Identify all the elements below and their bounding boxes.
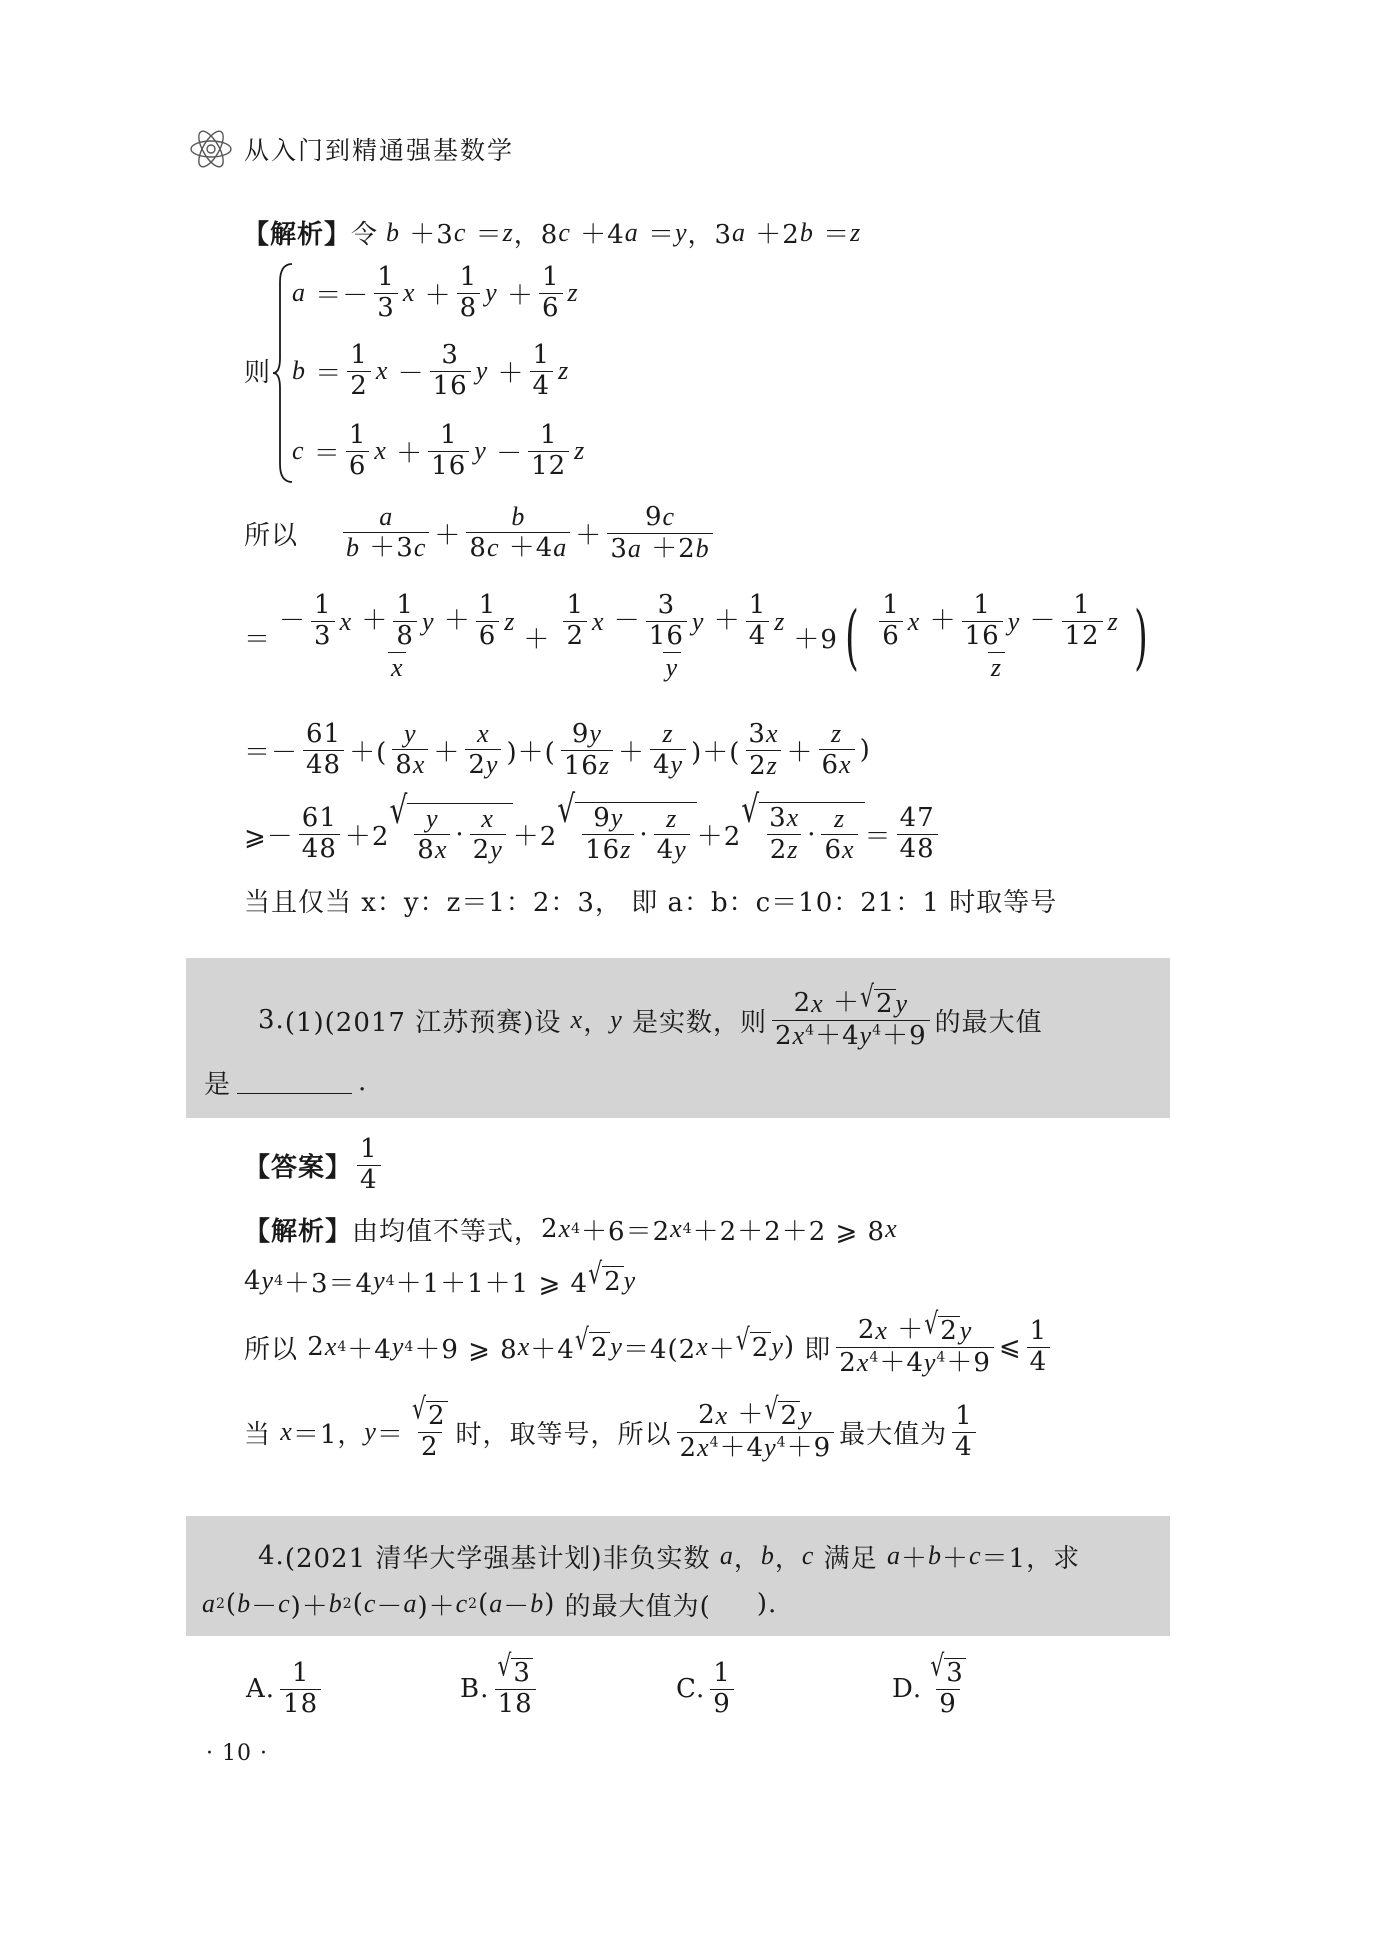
solution-3-line1: 【解析】 由均值不等式， 2 x 4 ＋6＝2 x 4 ＋2＋2＋2 ⩾ 8 x	[244, 1214, 898, 1247]
choice-b[interactable]: B. √ 3 18	[460, 1656, 541, 1722]
choice-d[interactable]: D. √ 3 9	[892, 1650, 964, 1719]
equality-condition: 当且仅当 x：y：z＝1：2：3， 即 a：b：c＝10：21：1 时取等号	[244, 887, 1058, 918]
problem-4-line2: a 2 ( b － c )＋ b 2 ( c － a )＋ c 2 ( a － b ) 的最大值为( ).	[202, 1589, 778, 1622]
analysis-label: 【解析】	[243, 220, 352, 250]
system-eq-b: b ＝ $\frac{1}{2}$ x － $\frac{3}{16}$ y ＋ $\frac{1}{4}$ z	[292, 339, 570, 401]
inequality-expression: ⩾－ $\frac{61}{48}$ ＋2 √ $\frac{y}{8x}$ · $\frac{x}{2y}$ ＋2 √ $\frac{9y}{16z}$ · $\frac{z}{4y}$ ＋2 √ $\frac{3x}{2z}$ · $\frac{z}{6x}$ ＝ $\frac{47}{48}$	[244, 798, 943, 870]
suoyi-expression: 所以 $\frac{a}{b +3c}$ ＋ $\frac{b}{8c +4a}$ ＋ $\frac{9c}{3a +2b}$	[244, 500, 718, 566]
answer-3: 【答案】 $\frac{1}{4}$	[244, 1134, 386, 1196]
choice-c[interactable]: C. $\frac{1}{9}$	[676, 1656, 739, 1722]
solution-3-line4: 当 x ＝1， y ＝ √ 2 2 时，取等号，所以 2 x ＋ √ 2 y $2x^4+4y^4+9$ 最大值为 $\frac{1}{4}$	[244, 1400, 981, 1464]
system-eq-a: a ＝－ $\frac{1}{3}$ x ＋ $\frac{1}{8}$ y ＋ $\frac{1}{6}$ z	[292, 261, 579, 323]
solution-3-line3: 所以 2 x 4 ＋4 y 4 ＋9 ⩾ 8 x ＋4 √ 2 y ＝4(2 x ＋ √ 2 y ) 即 2 x ＋ √ 2 y $2x^4+4y^4+9$ ⩽ $\frac{1}{4}$	[244, 1316, 1055, 1378]
problem-3-source: (1)(2017 江苏预赛)	[284, 1007, 535, 1038]
problem-3-line2: 是 .	[204, 1067, 368, 1100]
solution-3-line2: 4 y 4 ＋3＝4 y 4 ＋1＋1＋1 ⩾ 4 √ 2 y	[244, 1257, 637, 1299]
problem-4-source: (2021 清华大学强基计划)	[284, 1543, 603, 1574]
ze-label: 则	[244, 358, 271, 388]
page-number: · 10 ·	[206, 1740, 268, 1766]
suoyi-word: 所以	[244, 520, 299, 551]
solution1-intro: 【解析】 令 b ＋3 c ＝ z ，8 c ＋4 a ＝ y ，3 a ＋2 b ＝ z	[243, 214, 861, 251]
expanded-expression: ＝ － $\frac{1}{3}$ x ＋ $\frac{1}{8}$ y ＋ $\frac{1}{6}$ z x ＋ $\frac{1}{2}$ x － $\frac{3}{16}$ y ＋ $\frac{1}{4}$ z y ＋9 ( $\frac{1}{6}$ x ＋ $\frac{1}{16}$ y － $\frac{1}{12}$ z z )	[244, 590, 1148, 682]
grouped-expression: ＝－ $\frac{61}{48}$ ＋( $\frac{y}{8x}$ ＋ $\frac{x}{2y}$ )＋( $\frac{9y}{16z}$ ＋ $\frac{z}{4y}$ )＋( $\frac{3x}{2z}$ ＋ $\frac{z}{6x}$ )	[244, 718, 871, 781]
choice-a[interactable]: A. $\frac{1}{18}$	[246, 1656, 326, 1722]
problem-4-line1: 4. (2021 清华大学强基计划) 非负实数 a ， b ， c 满足 a ＋ b ＋ c ＝1 ，求	[258, 1536, 1080, 1576]
header	[188, 126, 514, 172]
book-title: 从入门到精通强基数学	[244, 136, 515, 165]
atom-logo-icon	[188, 126, 234, 172]
problem-3-line1: 3. (1)(2017 江苏预赛) 设 x ， y 是实数，则 2 x ＋ √ 2 y $2x^4+4y^4+9$ 的最大值	[258, 980, 1043, 1051]
answer-blank	[237, 1071, 352, 1094]
system-eq-c: c ＝ $\frac{1}{6}$ x ＋ $\frac{1}{16}$ y － $\frac{1}{12}$ z	[292, 419, 586, 481]
intro-word: 令	[351, 220, 379, 250]
